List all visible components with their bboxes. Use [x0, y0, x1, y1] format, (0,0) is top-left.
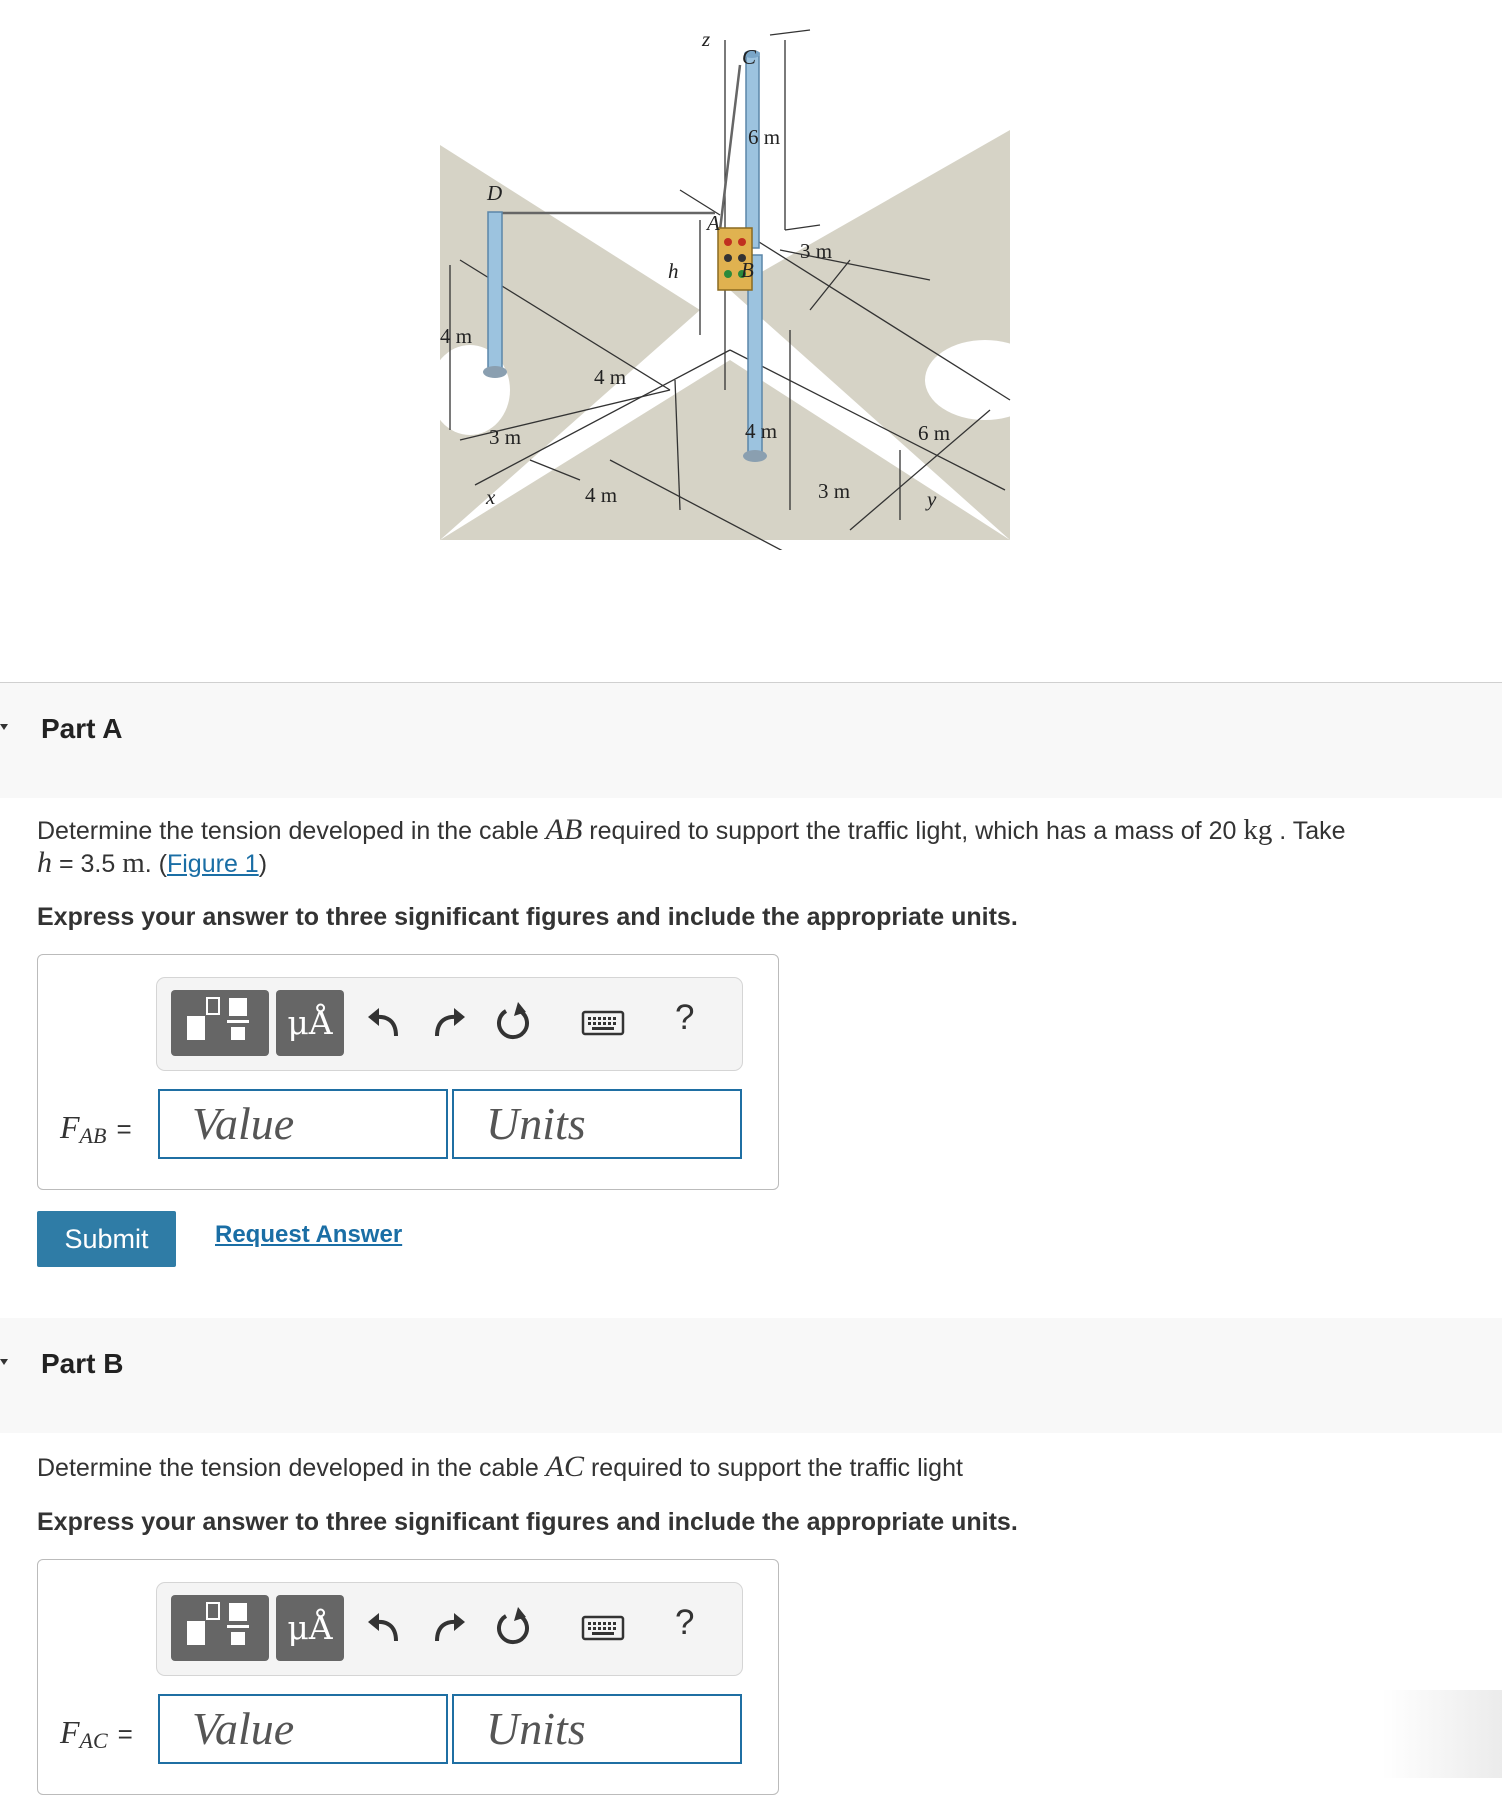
cable-ac — [720, 65, 740, 230]
question-text: required to support the traffic light, which has a mass of 20 — [582, 817, 1244, 845]
dim-3m-bottom: 3 m — [818, 479, 851, 503]
dim-4m-mid: 4 m — [594, 365, 627, 389]
part-a-header[interactable] — [0, 683, 1502, 798]
symbols-button[interactable]: μÅ — [276, 990, 344, 1056]
var-main: F — [60, 1109, 80, 1145]
question-text: ) — [258, 850, 268, 878]
help-button[interactable]: ? — [675, 998, 695, 1037]
templates-button[interactable] — [171, 1595, 269, 1661]
h-variable: h — [37, 846, 52, 879]
h-value: = 3.5 — [52, 850, 123, 878]
request-answer-link[interactable]: Request Answer — [215, 1221, 403, 1248]
traffic-light-diagram — [430, 20, 1020, 550]
label-d: D — [487, 181, 503, 205]
templates-icon — [171, 1595, 269, 1661]
figure-1 — [430, 20, 1020, 550]
dim-6m-right: 6 m — [918, 421, 951, 445]
value-input[interactable]: Value — [158, 1089, 448, 1159]
templates-button[interactable] — [171, 990, 269, 1056]
dim-4m-pole: 4 m — [745, 419, 778, 443]
dim-6m-top: 6 m — [748, 125, 781, 149]
dim-3m-left: 3 m — [489, 425, 522, 449]
templates-icon — [171, 990, 269, 1056]
collapse-caret-icon[interactable] — [0, 724, 8, 730]
equals-sign: = — [116, 1114, 132, 1144]
units-input[interactable]: Units — [452, 1089, 742, 1159]
keyboard-icon[interactable] — [581, 1605, 625, 1651]
label-c: C — [742, 45, 757, 69]
submit-button[interactable]: Submit — [37, 1211, 176, 1267]
label-x: x — [486, 485, 496, 509]
units-input[interactable]: Units — [452, 1694, 742, 1764]
force-ab-label — [60, 1109, 132, 1149]
part-a-question — [37, 814, 1457, 880]
dim-4m-left: 4 m — [440, 324, 473, 348]
redo-icon[interactable] — [425, 1605, 471, 1651]
dim-4m-bottom: 4 m — [585, 483, 618, 507]
part-a-title: Part A — [41, 713, 123, 744]
cable-variable: AB — [545, 813, 583, 846]
question-text: . ( — [144, 850, 167, 878]
question-text: . Take — [1272, 817, 1346, 845]
var-main: F — [60, 1714, 80, 1750]
undo-icon[interactable] — [362, 1605, 408, 1651]
redo-icon[interactable] — [425, 1000, 471, 1046]
keyboard-icon[interactable] — [581, 1000, 625, 1046]
part-b-answer-box — [37, 1559, 779, 1795]
label-y: y — [927, 487, 937, 511]
force-ac-label — [60, 1714, 133, 1754]
reset-icon[interactable] — [490, 1605, 536, 1651]
part-b-title: Part B — [41, 1348, 124, 1379]
var-subscript: AC — [79, 1728, 108, 1753]
dim-3m-top: 3 m — [800, 239, 833, 263]
cable-variable: AC — [545, 1450, 585, 1483]
var-subscript: AB — [79, 1123, 107, 1148]
question-text: Determine the tension developed in the cable — [37, 817, 546, 845]
scroll-fade — [1382, 1690, 1502, 1778]
value-input[interactable]: Value — [158, 1694, 448, 1764]
reset-icon[interactable] — [490, 1000, 536, 1046]
length-unit: m — [122, 847, 145, 879]
figure-1-link[interactable]: Figure 1 — [166, 850, 259, 878]
part-b-instruction: Express your answer to three significant figures and include the appropriate units. — [37, 1508, 1018, 1536]
part-a-answer-box — [37, 954, 779, 1190]
label-b: B — [741, 258, 754, 282]
math-toolbar — [156, 977, 743, 1071]
label-z: z — [702, 27, 711, 51]
part-b-header[interactable] — [0, 1318, 1502, 1433]
collapse-caret-icon[interactable] — [0, 1359, 8, 1365]
label-h: h — [668, 259, 679, 283]
label-a: A — [707, 211, 720, 235]
math-toolbar — [156, 1582, 743, 1676]
equals-sign: = — [117, 1719, 133, 1749]
mass-unit: kg — [1243, 814, 1273, 846]
question-text: required to support the traffic light — [584, 1454, 963, 1482]
symbols-button[interactable]: μÅ — [276, 1595, 344, 1661]
part-b-question — [37, 1451, 1457, 1484]
question-text: Determine the tension developed in the cable — [37, 1454, 546, 1482]
part-a-instruction: Express your answer to three significant figures and include the appropriate units. — [37, 903, 1018, 931]
undo-icon[interactable] — [362, 1000, 408, 1046]
help-button[interactable]: ? — [675, 1603, 695, 1642]
